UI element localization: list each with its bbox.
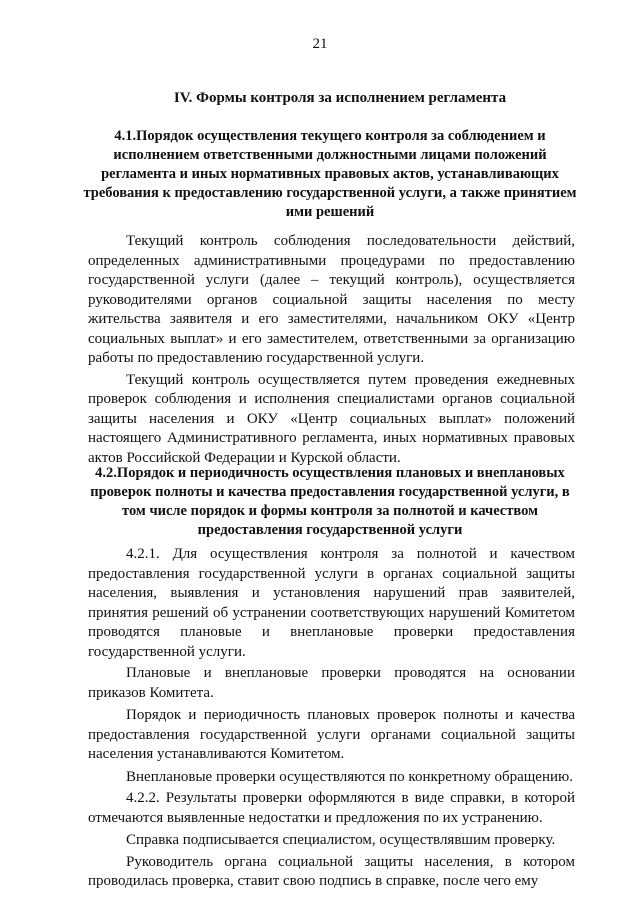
paragraph: Справка подписывается специалистом, осуществлявшим проверку. xyxy=(126,832,556,848)
paragraph: Порядок и периодичность плановых проверок полноты и качества предоставления государственной услуги органами социальной защиты населения устанавливаются Комитетом. xyxy=(88,707,575,762)
paragraph: Внеплановые проверки осуществляются по конкретному обращению. xyxy=(126,768,573,785)
paragraph: 4.2.1. Для осуществления контроля за полнотой и качеством предоставления государственной услуги в органах социальной защиты населения, выявления и установления нарушений прав заявителей, принятия решений об устранении соответствующих нарушений Комитетом проводятся плановые и внеплановые проверки предоставления государственной услуги. xyxy=(88,546,575,660)
section-4-1-body xyxy=(88,232,575,468)
paragraph: Руководитель органа социальной защиты населения, в котором проводилась проверка, ставит свою подпись в справке, после чего ему xyxy=(88,853,575,889)
paragraph: Плановые и внеплановые проверки проводятся на основании приказов Комитета. xyxy=(88,665,575,701)
paragraph: Текущий контроль соблюдения последовательности действий, определенных административными процедурами по предоставлению государственной услуги (далее – текущий контроль), осуществляется руководителями органов социальной защиты населения по месту жительства заявителя и его заместителями, начальником ОКУ «Центр социальных выплат» и его заместителем, ответственными за организацию работы по предоставлению государственной услуги. xyxy=(88,233,575,366)
section-title: IV. Формы контроля за исполнением регламента xyxy=(173,90,507,106)
section-4-2-body xyxy=(88,545,575,892)
paragraph: 4.2.2. Результаты проверки оформляются в виде справки, в которой отмечаются выявленные недостатки и предложения по их устранению. xyxy=(88,790,575,826)
paragraph: Текущий контроль осуществляется путем проведения ежедневных проверок соблюдения и исполнения специалистами органов социальной защиты населения и ОКУ «Центр социальных выплат» положений настоящего Административного регламента, иных нормативных правовых актов Российской Федерации и Курской области. xyxy=(88,371,575,466)
page-number: 21 xyxy=(312,36,328,52)
subsection-4-2-title: 4.2.Порядок и периодичность осуществления плановых и внеплановых проверок полноты и качества предоставления государственной услуги, в том числе порядок и формы контроля за полнотой и качеством предоставления государственной услуги xyxy=(90,465,570,538)
subsection-4-1-title: 4.1.Порядок осуществления текущего контроля за соблюдением и исполнением ответственными должностными лицами положений регламента и иных нормативных правовых актов, устанавливающих требования к предоставлению государственной услуги, а также принятием ими решений xyxy=(83,128,577,220)
